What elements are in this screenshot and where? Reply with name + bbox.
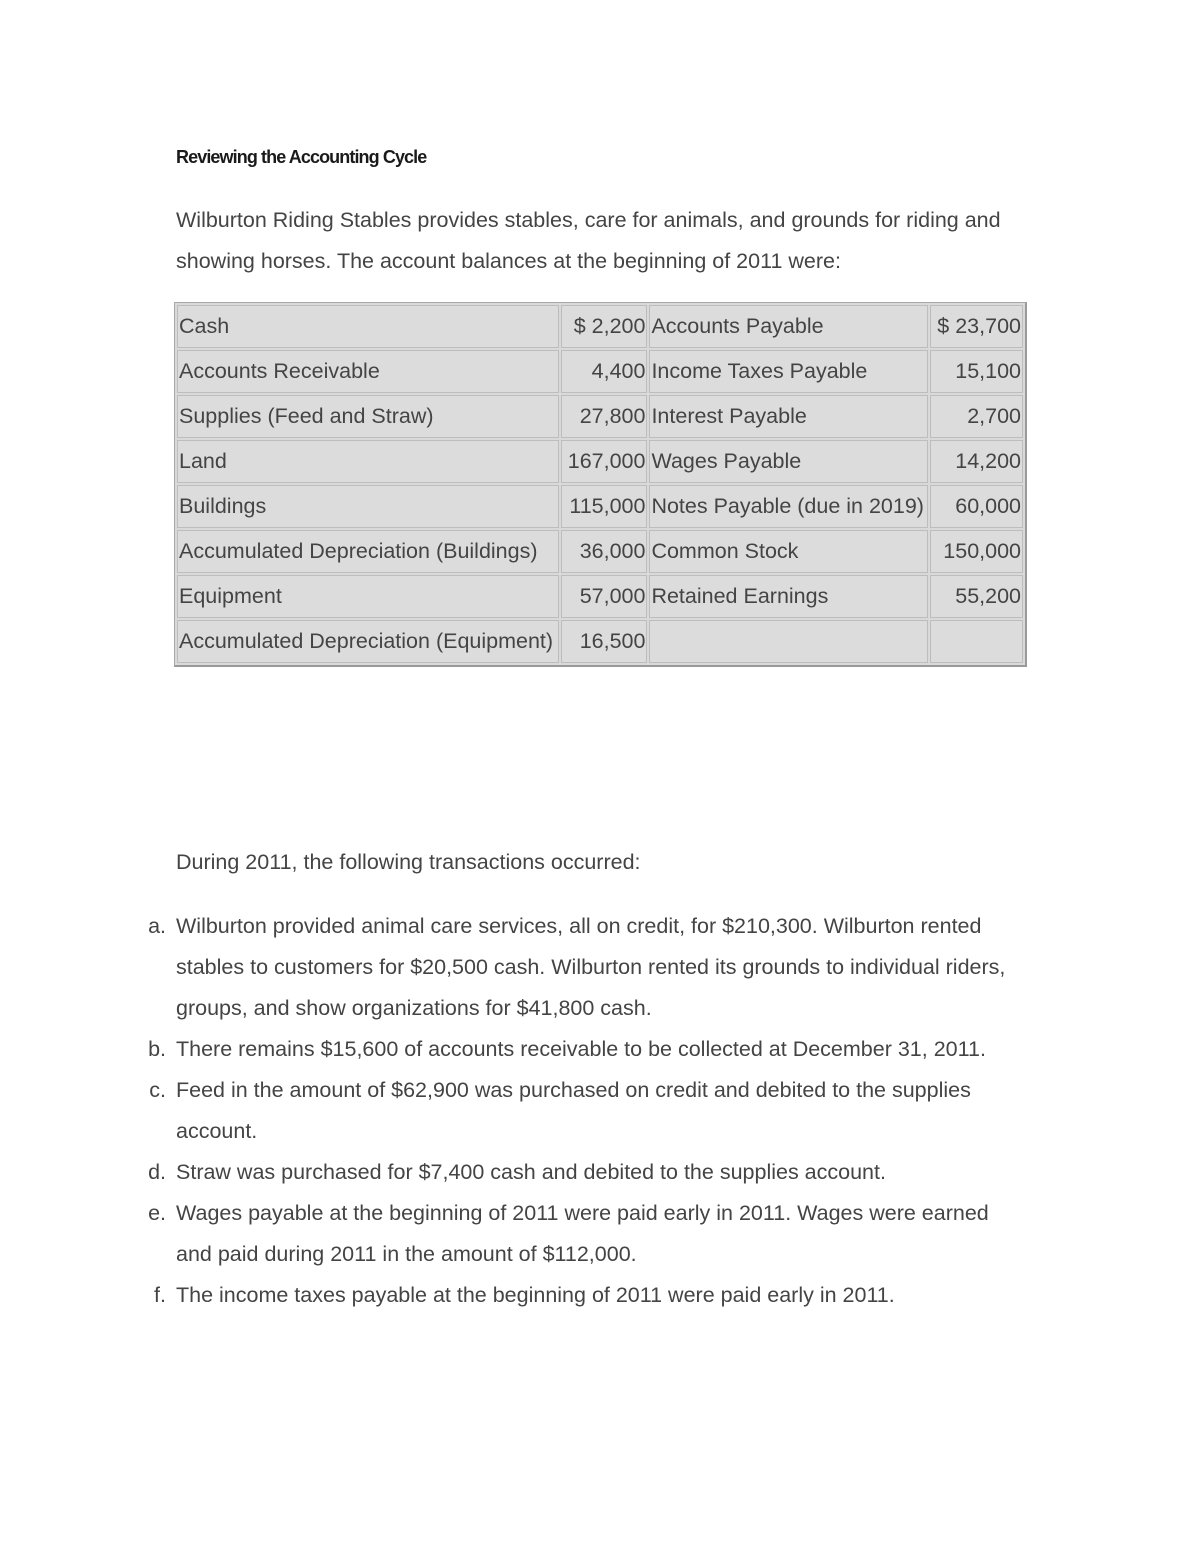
list-item: [149, 1070, 1026, 1152]
right-account-name: Wages Payable: [649, 440, 928, 483]
right-account-amount: [930, 620, 1023, 663]
list-item: [148, 1152, 1026, 1193]
transaction-text: Wages payable at the beginning of 2011 were paid early in 2011. Wages were earned and paid during 2011 in the amount of $112,000.: [176, 1201, 989, 1266]
table-row: [177, 530, 1023, 573]
right-account-amount: 14,200: [930, 440, 1023, 483]
intro-paragraph: [176, 200, 1036, 282]
list-item: [148, 1029, 1026, 1070]
transaction-text: There remains $15,600 of accounts receivable to be collected at December 31, 2011.: [176, 1037, 986, 1061]
table-row: [177, 620, 1023, 663]
right-account-amount: 55,200: [930, 575, 1023, 618]
left-account-amount: 4,400: [561, 350, 648, 393]
list-item: [148, 1193, 1026, 1275]
left-account-name: Cash: [177, 305, 559, 348]
left-account-amount: $ 2,200: [561, 305, 648, 348]
list-marker: a.: [148, 914, 166, 938]
table-row: [177, 305, 1023, 348]
right-account-amount: 2,700: [930, 395, 1023, 438]
left-account-amount: 57,000: [561, 575, 648, 618]
table-row: [177, 440, 1023, 483]
right-account-name: [649, 620, 928, 663]
list-marker: b.: [148, 1037, 166, 1061]
right-account-amount: 150,000: [930, 530, 1023, 573]
left-account-amount: 36,000: [561, 530, 648, 573]
left-account-name: Accounts Receivable: [177, 350, 559, 393]
left-account-amount: 27,800: [561, 395, 648, 438]
table-row: [177, 395, 1023, 438]
left-account-amount: 115,000: [561, 485, 648, 528]
left-account-name: Supplies (Feed and Straw): [177, 395, 559, 438]
right-account-name: Retained Earnings: [649, 575, 928, 618]
right-account-name: Income Taxes Payable: [649, 350, 928, 393]
right-account-name: Interest Payable: [649, 395, 928, 438]
right-account-name: Common Stock: [649, 530, 928, 573]
right-account-amount: $ 23,700: [930, 305, 1023, 348]
right-account-amount: 60,000: [930, 485, 1023, 528]
account-balances-table: [174, 302, 1027, 667]
document-heading: Reviewing the Accounting Cycle: [176, 147, 427, 167]
left-account-name: Accumulated Depreciation (Buildings): [177, 530, 559, 573]
list-marker: d.: [148, 1160, 166, 1184]
transaction-text: Wilburton provided animal care services, all on credit, for $210,300. Wilburton rented stables to customers for $20,500 cash. Wilburton rented its grounds to individual riders, groups, and show organizations for $41,800 cash.: [176, 914, 1006, 1020]
table-row: [177, 485, 1023, 528]
left-account-name: Accumulated Depreciation (Equipment): [177, 620, 559, 663]
right-account-name: Accounts Payable: [649, 305, 928, 348]
transactions-intro: During 2011, the following transactions occurred:: [176, 850, 641, 874]
list-item: [154, 1275, 1026, 1316]
list-marker: e.: [148, 1201, 166, 1225]
list-item: [148, 906, 1026, 1029]
transactions-list: [148, 906, 1026, 1316]
transaction-text: Straw was purchased for $7,400 cash and debited to the supplies account.: [176, 1160, 886, 1184]
intro-text: Wilburton Riding Stables provides stables, care for animals, and grounds for riding and showing horses. The account balances at the beginning of 2011 were:: [176, 208, 1001, 273]
transaction-text: Feed in the amount of $62,900 was purchased on credit and debited to the supplies account.: [176, 1078, 971, 1143]
left-account-amount: 167,000: [561, 440, 648, 483]
list-marker: c.: [149, 1078, 166, 1102]
left-account-name: Buildings: [177, 485, 559, 528]
left-account-name: Equipment: [177, 575, 559, 618]
transaction-text: The income taxes payable at the beginning of 2011 were paid early in 2011.: [176, 1283, 895, 1307]
left-account-amount: 16,500: [561, 620, 648, 663]
right-account-amount: 15,100: [930, 350, 1023, 393]
right-account-name: Notes Payable (due in 2019): [649, 485, 928, 528]
table-row: [177, 350, 1023, 393]
list-marker: f.: [154, 1283, 166, 1307]
account-balances-body: [177, 305, 1023, 663]
table-row: [177, 575, 1023, 618]
left-account-name: Land: [177, 440, 559, 483]
